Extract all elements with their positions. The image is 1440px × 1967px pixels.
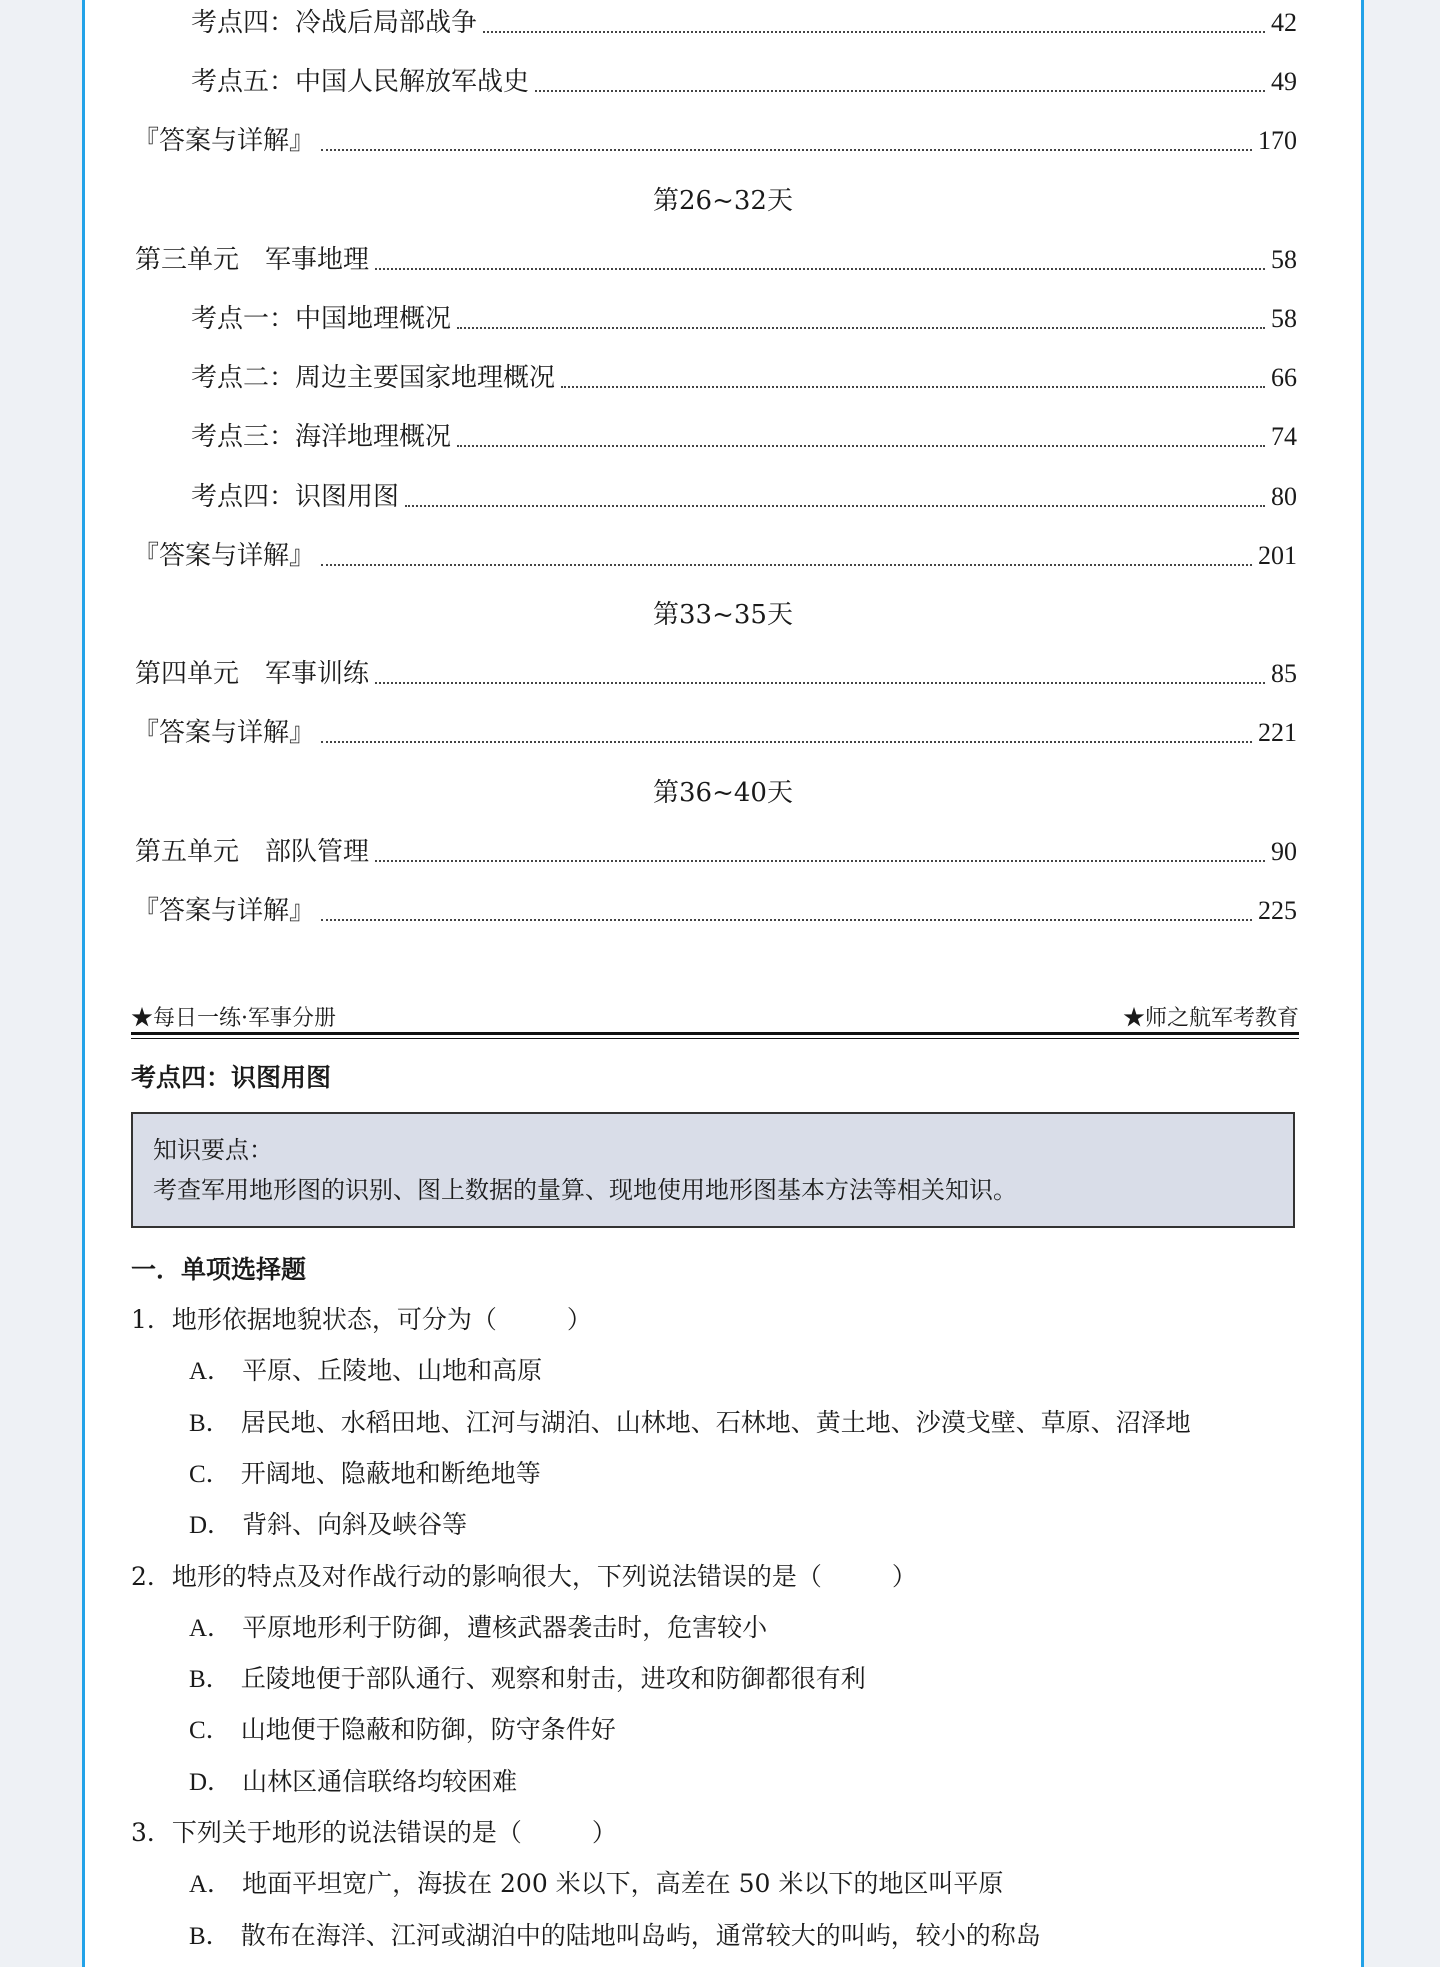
- toc-leader-dots: [483, 30, 1265, 33]
- toc-page-number: 49: [1271, 67, 1297, 97]
- toc-entry-label: 第五单元 部队管理: [135, 836, 370, 867]
- option-text: 山林区通信联络均较困难: [242, 1766, 518, 1796]
- toc-leader-dots: [457, 326, 1265, 329]
- knowledge-title: 知识要点：: [153, 1136, 273, 1164]
- toc-page-number: 74: [1271, 422, 1297, 452]
- header-left-title: ★每日一练·军事分册: [131, 1005, 336, 1031]
- toc-leader-dots: [375, 859, 1265, 862]
- toc-leader-dots: [457, 444, 1265, 447]
- option-letter: D．: [189, 1512, 233, 1540]
- toc-day-heading: 第36~40天: [653, 777, 793, 808]
- toc-page-number: 58: [1271, 244, 1297, 274]
- option-letter: A．: [189, 1358, 233, 1386]
- option-letter: B．: [189, 1409, 231, 1437]
- answer-option[interactable]: [189, 1608, 767, 1649]
- toc-leader-dots: [321, 740, 1252, 743]
- toc-entry-label: 『答案与详解』: [133, 540, 316, 571]
- toc-entry-label: 『答案与详解』: [133, 896, 316, 926]
- doc-header: [131, 996, 1299, 1036]
- question-text: 地形的特点及对作战行动的影响很大，下列说法错误的是（: [171, 1561, 822, 1591]
- toc-day-heading: 第26~32天: [653, 185, 793, 216]
- answer-option[interactable]: [189, 1762, 517, 1803]
- question-text: 地形依据地貌状态，可分为（: [171, 1305, 497, 1334]
- toc-entry[interactable]: [135, 832, 1297, 872]
- toc-leader-dots: [561, 385, 1265, 388]
- toc-page-number: 201: [1258, 540, 1297, 570]
- toc-entry[interactable]: [191, 477, 1297, 517]
- option-text: 平原地形利于防御，遭核武器袭击时，危害较小: [242, 1612, 768, 1642]
- toc-leader-dots: [375, 681, 1265, 684]
- option-letter: B．: [189, 1666, 231, 1694]
- question-stem: [131, 1813, 617, 1853]
- toc-entry[interactable]: [135, 654, 1297, 694]
- answer-option[interactable]: [189, 1403, 1191, 1444]
- toc-entry[interactable]: [191, 417, 1297, 457]
- option-text: 居民地、水稻田地、江河与湖泊、山林地、石林地、黄土地、沙漠戈壁、草原、沼泽地: [240, 1407, 1191, 1437]
- toc-leader-dots: [405, 504, 1265, 507]
- toc-leader-dots: [321, 563, 1252, 566]
- toc-entry[interactable]: [133, 713, 1297, 753]
- knowledge-box: [131, 1112, 1295, 1228]
- option-text: 开阔地、隐蔽地和断绝地等: [240, 1458, 541, 1488]
- option-text: 散布在海洋、江河或湖泊中的陆地叫岛屿，通常较大的叫屿，较小的称岛: [240, 1920, 1041, 1950]
- option-text: 山地便于隐蔽和防御，防守条件好: [240, 1715, 616, 1745]
- toc-page-number: 225: [1258, 896, 1297, 925]
- answer-option[interactable]: [189, 1659, 866, 1700]
- option-letter: D．: [189, 1768, 233, 1796]
- question-number: 2．: [131, 1561, 172, 1591]
- toc-entry[interactable]: [191, 3, 1297, 43]
- toc-page-number: 221: [1258, 718, 1297, 748]
- toc-page-number: 170: [1258, 126, 1297, 156]
- toc-page-number: 58: [1271, 304, 1297, 333]
- toc-entry[interactable]: [191, 299, 1297, 339]
- toc-entry-label: 考点四：冷战后局部战争: [191, 8, 478, 38]
- section-title: 考点四：识图用图: [131, 1063, 332, 1092]
- toc-leader-dots: [321, 918, 1252, 921]
- toc-entry-label: 考点一：中国地理概况: [191, 304, 452, 334]
- toc-entry-label: 『答案与详解』: [133, 126, 316, 157]
- header-right-brand: ★师之航军考教育: [1122, 1005, 1299, 1031]
- header-rule-thin: [131, 1038, 1299, 1039]
- toc-page-number: 66: [1271, 363, 1297, 393]
- toc-leader-dots: [375, 267, 1265, 270]
- option-letter: A．: [189, 1614, 233, 1642]
- option-text: 背斜、向斜及峡谷等: [242, 1510, 468, 1540]
- toc-entry-label: 第三单元 军事地理: [135, 244, 370, 275]
- document-page: [85, 0, 1361, 1967]
- option-letter: C．: [189, 1460, 231, 1488]
- toc-entry[interactable]: [191, 62, 1297, 102]
- option-text: 地面平坦宽广，海拔在 200 米以下，高差在 50 米以下的地区叫平原: [242, 1869, 1004, 1899]
- toc-entry-label: 考点三：海洋地理概况: [191, 422, 452, 453]
- toc-entry[interactable]: [133, 536, 1297, 576]
- option-letter: B．: [189, 1922, 231, 1950]
- header-rule-thick: [131, 1032, 1299, 1035]
- question-number: 1．: [131, 1305, 172, 1334]
- toc-page-number: 42: [1271, 8, 1297, 37]
- answer-option[interactable]: [189, 1864, 1003, 1905]
- toc-day-heading: 第33~35天: [653, 600, 793, 630]
- question-close-paren: ）: [891, 1561, 917, 1591]
- toc-entry-label: 第四单元 军事训练: [135, 659, 370, 690]
- toc-entry[interactable]: [191, 358, 1297, 398]
- answer-option[interactable]: [189, 1454, 541, 1495]
- knowledge-text: 考查军用地形图的识别、图上数据的量算、现地使用地形图基本方法等相关知识。: [153, 1176, 1017, 1204]
- question-stem: [131, 1300, 592, 1340]
- toc-entry-label: 考点二：周边主要国家地理概况: [191, 363, 556, 394]
- toc-leader-dots: [321, 148, 1252, 151]
- toc-entry-label: 考点四：识图用图: [191, 481, 400, 512]
- toc-page-number: 80: [1271, 481, 1297, 511]
- answer-option[interactable]: [189, 1505, 467, 1546]
- question-stem: [131, 1557, 917, 1597]
- page-frame: [82, 0, 1364, 1967]
- part-title: 一．单项选择题: [131, 1255, 307, 1284]
- option-text: 平原、丘陵地、山地和高原: [242, 1356, 543, 1386]
- toc-entry[interactable]: [133, 891, 1297, 931]
- question-close-paren: ）: [566, 1305, 592, 1334]
- option-letter: A．: [189, 1871, 233, 1899]
- answer-option[interactable]: [189, 1351, 542, 1392]
- toc-entry[interactable]: [135, 240, 1297, 280]
- question-text: 下列关于地形的说法错误的是（: [171, 1818, 522, 1847]
- toc-entry-label: 考点五：中国人民解放军战史: [191, 67, 530, 98]
- question-number: 3．: [131, 1818, 172, 1847]
- option-text: 丘陵地便于部队通行、观察和射击，进攻和防御都很有利: [240, 1664, 866, 1694]
- answer-option[interactable]: [189, 1916, 1041, 1957]
- toc-entry[interactable]: [133, 121, 1297, 161]
- question-close-paren: ）: [591, 1818, 617, 1847]
- answer-option[interactable]: [189, 1710, 616, 1751]
- toc-page-number: 85: [1271, 659, 1297, 689]
- toc-page-number: 90: [1271, 836, 1297, 866]
- toc-entry-label: 『答案与详解』: [133, 718, 316, 749]
- toc-leader-dots: [535, 89, 1265, 92]
- option-letter: C．: [189, 1717, 231, 1745]
